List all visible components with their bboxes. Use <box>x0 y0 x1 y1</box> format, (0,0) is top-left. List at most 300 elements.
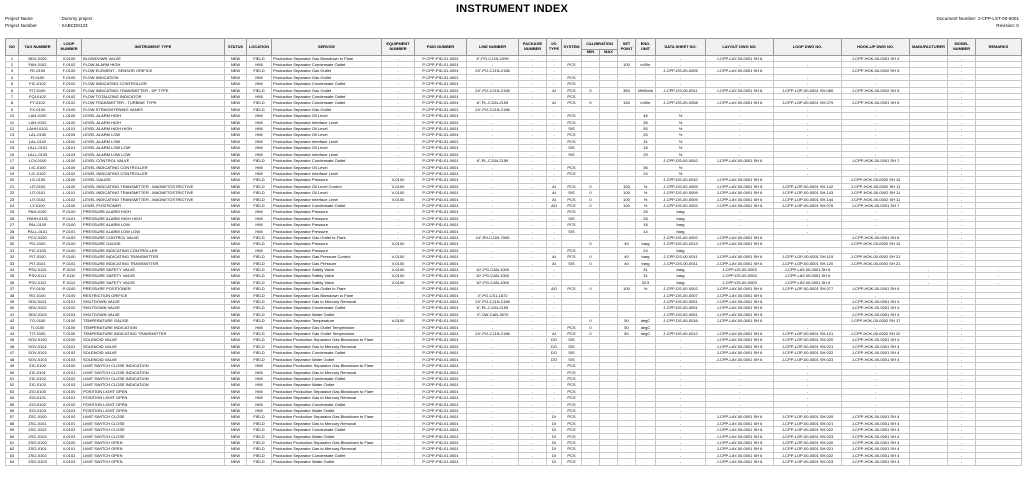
cell-loop: L-0103 <box>57 151 82 157</box>
cell-loop: P-0101 <box>57 228 82 234</box>
cell-location: FIELD <box>247 337 272 343</box>
cell-data-sheet: - <box>656 433 706 439</box>
cell-loop: L-0102 <box>57 196 82 202</box>
col-header-calibration-min: MIN <box>582 50 600 56</box>
cell-system: SIS <box>562 151 582 157</box>
cell-layout-dwg: J-CPP-LAY-00-0001 SH 6 <box>706 420 774 426</box>
cell-tag: RO-0100 <box>19 292 57 298</box>
cell-pid: P-CPP-PID-01-0001 <box>415 81 467 87</box>
cell-system: PCS <box>562 375 582 381</box>
cell-loop: L-0101 <box>57 145 82 151</box>
cell-status: NEW <box>225 247 247 253</box>
cell-equipment: - <box>382 81 415 87</box>
cell-model: - <box>948 350 976 356</box>
cell-package: - <box>519 279 547 285</box>
cell-data-sheet: - <box>656 81 706 87</box>
cell-data-sheet: % <box>656 145 706 151</box>
cell-layout-dwg: J-CPP-LAY-00-0001 SH 6 <box>706 55 774 61</box>
cell-model: - <box>948 318 976 324</box>
cell-status: NEW <box>225 267 247 273</box>
cell-package: - <box>519 68 547 74</box>
cell-line: - <box>467 337 519 343</box>
cell-loop: V-0103 <box>57 433 82 439</box>
cell-eng-unit: 14 <box>636 228 656 234</box>
cell-system: PCS <box>562 401 582 407</box>
cell-pid: P-CPP-PID-01-0001 <box>415 106 467 112</box>
cell-pid: P-CPP-PID-01-0001 <box>415 138 467 144</box>
cell-model: - <box>948 375 976 381</box>
cell-layout-dwg: J-CPP-LAY-00-0001 SH 6 <box>706 158 774 164</box>
cell-hookup-dwg: - <box>842 215 910 221</box>
cell-io-type: DI <box>547 452 562 458</box>
cell-service: Production Separator Gas Pressure Control <box>272 254 382 260</box>
cell-system: PCS <box>562 119 582 125</box>
cell-package: - <box>519 190 547 196</box>
cell-io-type: - <box>547 62 562 68</box>
cell-package: - <box>519 196 547 202</box>
cell-instrument-type: FLOW INDICATING CONTROLLER <box>82 81 225 87</box>
cell-status: NEW <box>225 164 247 170</box>
cell-service: Production Separator Water Outlet <box>272 433 382 439</box>
cell-package: - <box>519 414 547 420</box>
cell-equipment: - <box>382 209 415 215</box>
cell-status: NEW <box>225 81 247 87</box>
cell-package: - <box>519 433 547 439</box>
cell-layout-dwg: J-CPP-LAY-00-0001 SH 6 <box>706 318 774 324</box>
cell-loop: V-0102 <box>57 427 82 433</box>
cell-loop-dwg: - <box>774 81 842 87</box>
cell-model: - <box>948 286 976 292</box>
cell-equipment: - <box>382 68 415 74</box>
cell-eng-unit: degC <box>636 318 656 324</box>
cell-loop-dwg: J-CPP-LOP-00-0001 SH.142 <box>774 183 842 189</box>
cell-loop-dwg: J-CPP-LOP-00-0001 SH.119 <box>774 254 842 260</box>
cell-service: Production Separator Gas Outlet Temperature <box>272 331 382 337</box>
cell-no: 14 <box>6 138 19 144</box>
cell-location: FIELD <box>247 273 272 279</box>
cell-no: 4 <box>6 74 19 80</box>
cell-hookup-dwg: J-CPP-HOK-00-0001 SH 4 <box>842 350 910 356</box>
cell-eng-unit: barg <box>636 260 656 266</box>
cell-line: - <box>467 260 519 266</box>
cell-hookup-dwg: J-CPP-HOK-00-0001 SH 4 <box>842 427 910 433</box>
project-info <box>5 15 92 29</box>
cell-layout-dwg: J-CPP-LAY-00-0001 SH 6 <box>706 196 774 202</box>
cell-layout-dwg: - <box>706 145 774 151</box>
project-name-value: : Dummy project <box>59 16 93 21</box>
cell-layout-dwg: - <box>706 151 774 157</box>
cell-line: - <box>467 81 519 87</box>
cell-instrument-type: SHUTDOWN VALVE <box>82 311 225 317</box>
cell-line: - <box>467 177 519 183</box>
cell-status: NEW <box>225 113 247 119</box>
cell-layout-dwg: J-CPP-LAY-00-0001 SH 6 <box>706 350 774 356</box>
cell-hookup-dwg: J-CPP-HOK-00-0001 SH 4 <box>842 337 910 343</box>
cell-no: 49 <box>6 363 19 369</box>
cell-pid: P-CPP-PID-01-0001 <box>415 55 467 61</box>
cell-system: PCS <box>562 459 582 465</box>
cell-layout-dwg: J-CPP-LAY-00-0001 SH 6 <box>706 305 774 311</box>
cell-service: Production Separator Gas to Mercury Removal <box>272 420 382 426</box>
cell-service: Production Separator Gas Outlet <box>272 87 382 93</box>
cell-tag: FIT-0100 <box>19 87 57 93</box>
cell-instrument-type: LIMIT SWITCH CLOSE <box>82 414 225 420</box>
cell-loop-dwg: J-CPP-LOP-00-0001 SH.077 <box>774 286 842 292</box>
cell-service: Production Separator Condensate Outlet <box>272 427 382 433</box>
cell-loop: L-0100 <box>57 164 82 170</box>
cell-io-type: - <box>547 94 562 100</box>
cell-no: 32 <box>6 254 19 260</box>
cell-package: - <box>519 273 547 279</box>
col-header-io-type: I/O TYPE <box>547 39 562 56</box>
cell-loop: L-0100 <box>57 202 82 208</box>
cell-layout-dwg: - <box>706 247 774 253</box>
cell-package: - <box>519 375 547 381</box>
cell-status: NEW <box>225 228 247 234</box>
cell-no: 54 <box>6 395 19 401</box>
cell-service: Production Separator Gas to Mercury Removal <box>272 299 382 305</box>
cell-model: - <box>948 382 976 388</box>
cell-equipment: - <box>382 158 415 164</box>
cell-loop: T-0100 <box>57 331 82 337</box>
cell-equipment: - <box>382 119 415 125</box>
cell-location: FIELD <box>247 196 272 202</box>
cell-pid: P-CPP-PID-01-0001 <box>415 247 467 253</box>
cell-package: - <box>519 74 547 80</box>
cell-data-sheet: - <box>656 62 706 68</box>
cell-location: FIELD <box>247 305 272 311</box>
cell-system: SIS <box>562 145 582 151</box>
cell-eng-unit: % <box>636 196 656 202</box>
cell-io-type: AI <box>547 331 562 337</box>
cell-instrument-type: LEVEL ALARM HIGH <box>82 113 225 119</box>
project-number-row <box>5 22 92 29</box>
cell-system: PCS <box>562 407 582 413</box>
cell-location: HMI <box>247 395 272 401</box>
cell-set-point <box>618 459 636 465</box>
cell-location: HMI <box>247 119 272 125</box>
cell-loop-dwg: J-CPP-LAY-00-0001 SH 6 <box>774 273 842 279</box>
cell-line: 24"-PG-CJ1N-2156 <box>467 106 519 112</box>
cell-loop: F-0100 <box>57 68 82 74</box>
cell-line: - <box>467 126 519 132</box>
cell-equipment: - <box>382 439 415 445</box>
instrument-index-table <box>5 38 1022 466</box>
cell-location: FIELD <box>247 350 272 356</box>
cell-service: Production Separator Oil Level <box>272 164 382 170</box>
cell-loop: F-0102 <box>57 100 82 106</box>
cell-manufacturer: - <box>910 273 948 279</box>
cell-tag: LAH-0100 <box>19 113 57 119</box>
col-header-equipment: EQUIPMENT NUMBER <box>382 39 415 56</box>
cell-model: - <box>948 254 976 260</box>
cell-pid: P-CPP-PID-01-0001 <box>415 215 467 221</box>
cell-tag: PCV-0100 <box>19 234 57 240</box>
cell-instrument-type: LIMIT SWITCH CLOSE INDICATION <box>82 369 225 375</box>
cell-service: Production Separator Pressure <box>272 177 382 183</box>
cell-equipment: V-0100 <box>382 183 415 189</box>
cell-package: - <box>519 113 547 119</box>
cell-instrument-type: FLOW ELEMENT - SENSOR ORIFICE <box>82 68 225 74</box>
cell-system: PCS <box>562 74 582 80</box>
cell-location: HMI <box>247 388 272 394</box>
cell-model: - <box>948 241 976 247</box>
cell-loop: L-0102 <box>57 170 82 176</box>
cell-instrument-type: RESTRICTION ORIFICE <box>82 292 225 298</box>
cell-loop: P-0101 <box>57 260 82 266</box>
cell-hookup-dwg: - <box>842 209 910 215</box>
cell-tag: ZIO-0103 <box>19 407 57 413</box>
cell-location: FIELD <box>247 286 272 292</box>
cell-equipment: V-0100 <box>382 241 415 247</box>
cell-data-sheet: - <box>656 388 706 394</box>
cell-equipment: V-0100 <box>382 279 415 285</box>
cell-location: FIELD <box>247 279 272 285</box>
cell-line: 6"-PL-CJ1N-2159 <box>467 100 519 106</box>
cell-manufacturer <box>910 459 948 465</box>
cell-layout-dwg: - <box>706 209 774 215</box>
cell-cal-min: 0 <box>582 241 600 247</box>
cell-status: NEW <box>225 260 247 266</box>
cell-package: - <box>519 87 547 93</box>
cell-loop: V-0100 <box>57 439 82 445</box>
cell-equipment: - <box>382 215 415 221</box>
cell-pid: P-CPP-PID-01-0001 <box>415 452 467 458</box>
project-name-row <box>5 15 92 22</box>
cell-no: 36 <box>6 279 19 285</box>
cell-instrument-type: LIMIT SWITCH OPEN <box>82 459 225 465</box>
cell-model: - <box>948 324 976 330</box>
cell-service: Production Separator Pressure <box>272 247 382 253</box>
cell-loop: T-0100 <box>57 324 82 330</box>
cell-eng-unit: % <box>636 183 656 189</box>
cell-data-sheet: barg <box>656 228 706 234</box>
cell-model: - <box>948 190 976 196</box>
cell-package: - <box>519 292 547 298</box>
cell-pid: P-CPP-PID-01-0001 <box>415 433 467 439</box>
cell-no: 5 <box>6 81 19 87</box>
cell-io-type: AI <box>547 100 562 106</box>
cell-loop: V-0101 <box>57 446 82 452</box>
cell-layout-dwg: J-CPP-LAY-00-0001 SH 6 <box>706 292 774 298</box>
cell-hookup-dwg: J-CPP-HOK-00-0001 SH 4 <box>842 446 910 452</box>
cell-location: HMI <box>247 324 272 330</box>
cell-pid: P-CPP-PID-01-0001 <box>415 311 467 317</box>
cell-package: - <box>519 337 547 343</box>
cell-hookup-dwg: J-CPP-HOK-00-0002 SH 12 <box>842 177 910 183</box>
cell-pid: P-CPP-PID-01-0001 <box>415 145 467 151</box>
col-header-hookup-dwg: HOOK-UP DWG NO. <box>842 39 910 56</box>
cell-location: HMI <box>247 363 272 369</box>
cell-pid: P-CPP-PID-01-0001 <box>415 292 467 298</box>
cell-pid: P-CPP-PID-01-0001 <box>415 260 467 266</box>
cell-eng-unit: 31 <box>636 267 656 273</box>
cell-loop-dwg: J-CPP-LOP-00-0001 SH.021 <box>774 343 842 349</box>
cell-status: NEW <box>225 62 247 68</box>
cell-equipment: - <box>382 55 415 61</box>
col-header-loop-dwg: LOOP DWG NO. <box>774 39 842 56</box>
cell-pid: P-CPP-PID-01-0001 <box>415 94 467 100</box>
cell-io-type: AO <box>547 286 562 292</box>
cell-data-sheet: - <box>656 363 706 369</box>
cell-set-point: 100 <box>618 183 636 189</box>
cell-cal-min: 0 <box>582 260 600 266</box>
cell-no: 52 <box>6 382 19 388</box>
cell-io-type: DO <box>547 337 562 343</box>
cell-loop: V-0102 <box>57 452 82 458</box>
cell-loop-dwg: J-CPP-LAY-00-0001 SH 6 <box>774 279 842 285</box>
cell-eng-unit: 16 <box>636 145 656 151</box>
cell-model: - <box>948 452 976 458</box>
cell-model: - <box>948 138 976 144</box>
cell-io-type: - <box>547 158 562 164</box>
cell-tag: LIT-0102 <box>19 196 57 202</box>
cell-tag: ZSC-0102 <box>19 427 57 433</box>
cell-status: NEW <box>225 254 247 260</box>
cell-loop: L-0101 <box>57 190 82 196</box>
cell-io-type: - <box>547 382 562 388</box>
cell-service: Production Separator Interface Level <box>272 196 382 202</box>
cell-loop: V-0102 <box>57 305 82 311</box>
cell-pid: P-CPP-PID-01-0001 <box>415 132 467 138</box>
cell-data-sheet: J-CPP-DS-00-0002 <box>656 202 706 208</box>
cell-service: Production Separator Condensate Outlet <box>272 81 382 87</box>
cell-package: - <box>519 395 547 401</box>
cell-io-type: - <box>547 145 562 151</box>
cell-layout-dwg: - <box>706 94 774 100</box>
cell-equipment: - <box>382 286 415 292</box>
cell-line: 10"-PG-CAN-1000 <box>467 279 519 285</box>
cell-loop-dwg: J-CPP-LOP-00-0001 SH.020 <box>774 337 842 343</box>
cell-model: - <box>948 420 976 426</box>
cell-io-type: - <box>547 113 562 119</box>
cell-pid: P-CPP-PID-01-0001 <box>415 126 467 132</box>
cell-hookup-dwg: - <box>842 132 910 138</box>
cell-model: - <box>948 388 976 394</box>
cell-io-type: DI <box>547 414 562 420</box>
cell-pid: P-CPP-PID-01-0001 <box>415 388 467 394</box>
cell-service: Production Separator Interface Level <box>272 151 382 157</box>
cell-pid: P-CPP-PID-01-0001 <box>415 286 467 292</box>
cell-layout-dwg: J-CPP-LAY-00-0001 SH 6 <box>706 190 774 196</box>
cell-data-sheet: - <box>656 452 706 458</box>
cell-service: Production Separator Oil Level <box>272 190 382 196</box>
cell-eng-unit: 29 <box>636 151 656 157</box>
cell-service: Production Production Separator Gas Blowdown to Flare <box>272 414 382 420</box>
cell-layout-dwg: J-CPP-LAY-00-0001 SH 6 <box>706 177 774 183</box>
cell-package: - <box>519 164 547 170</box>
cell-status: NEW <box>225 331 247 337</box>
cell-line: - <box>467 318 519 324</box>
cell-pid: P-CPP-PID-01-0001 <box>415 375 467 381</box>
cell-instrument-type: LEVEL INDICATING TRANSMITTER - MAGNETOSTRICTIVE <box>82 190 225 196</box>
cell-loop-dwg: - <box>774 324 842 330</box>
cell-status: NEW <box>225 452 247 458</box>
cell-line: - <box>467 395 519 401</box>
cell-pid: P-CPP-PID-01-0001 <box>415 439 467 445</box>
cell-package: - <box>519 145 547 151</box>
cell-status: NEW <box>225 286 247 292</box>
cell-eng-unit: 18 <box>636 222 656 228</box>
cell-hookup-dwg: J-CPP-HOK-00-0002 SH 5 <box>842 87 910 93</box>
cell-no: 23 <box>6 196 19 202</box>
cell-status: NEW <box>225 273 247 279</box>
cell-package: - <box>519 247 547 253</box>
cell-eng-unit: m3/hr <box>636 100 656 106</box>
cell-equipment: - <box>382 356 415 362</box>
cell-layout-dwg: - <box>706 126 774 132</box>
cell-system: PCS <box>562 202 582 208</box>
cell-hookup-dwg: J-CPP-HOK-00-0002 SH 12 <box>842 241 910 247</box>
cell-layout-dwg: J-CPP-LAY-00-0001 SH 6 <box>706 459 774 465</box>
cell-package: - <box>519 350 547 356</box>
cell-package: - <box>519 286 547 292</box>
cell-hookup-dwg: - <box>842 292 910 298</box>
cell-service: Production Separator Gas to Mercury Removal <box>272 369 382 375</box>
cell-model: - <box>948 228 976 234</box>
cell-model: - <box>948 433 976 439</box>
cell-no: 31 <box>6 247 19 253</box>
cell-service: Production Separator Safety Valve <box>272 267 382 273</box>
cell-pid: P-CPP-PID-01-0001 <box>415 305 467 311</box>
cell-eng-unit: 28 <box>636 215 656 221</box>
cell-layout-dwg: - <box>706 138 774 144</box>
cell-line: - <box>467 375 519 381</box>
cell-loop: P-0100 <box>57 234 82 240</box>
cell-io-type: DI <box>547 446 562 452</box>
cell-model: - <box>948 94 976 100</box>
cell-no: 3 <box>6 68 19 74</box>
cell-equipment: - <box>382 369 415 375</box>
cell-no: 55 <box>6 401 19 407</box>
cell-data-sheet: barg <box>656 279 706 285</box>
cell-equipment: - <box>382 87 415 93</box>
cell-package: - <box>519 81 547 87</box>
cell-instrument-type: PRESSURE INDICATING TRANSMITTER <box>82 254 225 260</box>
cell-loop-dwg: - <box>774 106 842 112</box>
cell-pid: P-CPP-PID-01-0001 <box>415 241 467 247</box>
cell-data-sheet: - <box>656 375 706 381</box>
cell-hookup-dwg: - <box>842 363 910 369</box>
cell-set-point: 40 <box>618 241 636 247</box>
cell-tag: PIT-0100 <box>19 254 57 260</box>
project-name-label: Project Name <box>5 16 33 21</box>
cell-cal-min: 0 <box>582 87 600 93</box>
cell-system: SIS <box>562 343 582 349</box>
cell-eng-unit: 26 <box>636 209 656 215</box>
cell-status: NEW <box>225 158 247 164</box>
document-number: Document Number: J-CPP-LST-00-0001 <box>936 16 1019 21</box>
cell-no: 58 <box>6 420 19 426</box>
cell-layout-dwg: J-CPP-LAY-00-0001 SH 6 <box>706 311 774 317</box>
cell-io-type: - <box>547 234 562 240</box>
cell-tag: PG-0100 <box>19 241 57 247</box>
cell-instrument-type: LEVEL INDICATING CONTROLLER <box>82 164 225 170</box>
cell-service: Production Separator Condensate Outlet <box>272 62 382 68</box>
cell-pid: P-CPP-PID-01-0001 <box>415 324 467 330</box>
cell-line: - <box>467 119 519 125</box>
cell-layout-dwg: - <box>706 363 774 369</box>
cell-no: 6 <box>6 87 19 93</box>
cell-instrument-type: PRESSURE ALARM LOW LOW <box>82 228 225 234</box>
cell-layout-dwg: J-CPP-LAY-00-0001 SH 6 <box>706 337 774 343</box>
col-header-status: STATUS <box>225 39 247 56</box>
cell-equipment: - <box>382 382 415 388</box>
cell-location: FIELD <box>247 177 272 183</box>
cell-io-type: DI <box>547 459 562 465</box>
cell-pid: P-CPP-PID-01-0001 <box>415 318 467 324</box>
cell-tag: LALL-0103 <box>19 151 57 157</box>
